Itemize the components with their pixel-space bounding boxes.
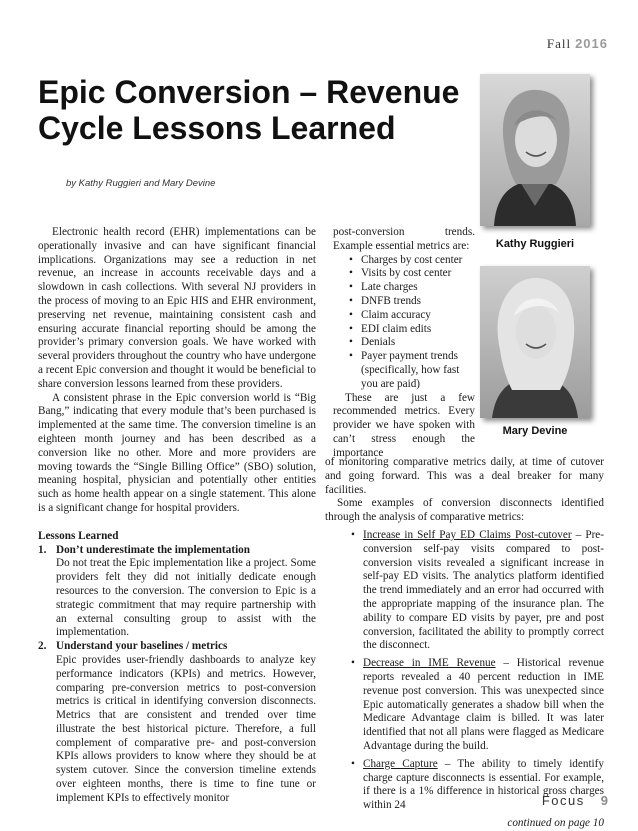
portrait-image [480,266,590,418]
metrics-list [333,254,475,392]
page-footer [542,793,608,808]
lessons-list [38,544,316,806]
publication-name: Focus [541,793,585,808]
monitoring-paragraph: of monitoring comparative metrics daily, at time of cutover and going forward. This was a deal breaker for many facilities. [325,456,604,496]
disconnect-text: – Pre-conversion self-pay visits compared to post-conversion visits revealed a significant increase in self-pay ED visits. The analytics platform identified the trend immediately and an error had occurred with the appropriate mapping of the insurance plan. The ability to compare ED visits by payer, pre and post conversion, facilitated the ability to promptly correct the disconnect. [363,528,605,652]
lesson-number: 2. [38,640,47,653]
caption-mary: Mary Devine [502,425,568,437]
list-item: • Payer payment trends (specifically, how fast you are paid) [349,350,475,391]
list-item: • Claim accuracy [349,309,475,323]
list-item: • Late charges [349,281,475,295]
list-item: • EDI claim edits [349,323,475,337]
lesson-heading: Don’t underestimate the implementation [56,543,251,556]
list-item [351,657,604,754]
list-item [351,529,604,653]
examples-intro: Some examples of conversion disconnects identified through the analysis of comparative metrics: [325,497,604,524]
author-photo-mary [480,266,590,418]
list-item: • Charges by cost center [349,254,475,268]
disconnect-term: Decrease in IME Revenue [363,657,496,670]
big-bang-paragraph: A consistent phrase in the Epic conversion world is “Big Bang,” indicating that every module that’s been purchased is implemented at the same time. The conversion timeline is an eighteen month journey and has been described as a conversion like no other. More and more providers are moving towards the “Single Billing Office” (SBO) solution, meaning hospital, physician and potentially other entities such as home health appear on a single statement. This alone is a significant change for hospital providers. [38,391,316,514]
right-column [325,456,604,831]
list-item [38,640,316,806]
list-item [38,544,316,641]
issue-date [547,36,608,52]
disconnect-term: Increase in Self Pay ED Claims Post-cutover [363,528,572,541]
metrics-after: These are just a few recommended metrics. Every provider we have spoken with can’t stress enough the importance [333,391,475,459]
article-title: Epic Conversion – Revenue Cycle Lessons Learned [38,74,460,146]
middle-column [333,226,475,461]
issue-year: 2016 [575,36,608,51]
lesson-body: Epic provides user-friendly dashboards to analyze key performance indicators (KPIs) and metrics. However, comparing pre-conversion metrics to post-conversion metrics is critical in identifying conversion disconnects. Metrics that are consistent and trended over time illustrate the best historical picture. Therefore, a full complement of comparative pre- and post-conversion KPIs allows providers to know where they should be at system cutover. Since the conversion timeline extends over eighteen months, there is time to fine tune or implement KPIs to effectively monitor [56,653,316,804]
disconnect-text: – The ability to timely identify charge capture disconnects is essential. For example, if there is a 1% difference in historical gross charges within 24 [363,757,604,812]
lesson-number: 1. [38,543,47,556]
list-item: • DNFB trends [349,295,475,309]
disconnect-text: – Historical revenue reports revealed a 40 percent reduction in IME revenue post conversion. This was unexpected since Epic automatically generates a shadow bill when the Medicare Advantage claim is billed. It was later identified that not all plans were flagged as Medicare Advantage during the build. [363,657,604,752]
lesson-heading: Understand your baselines / metrics [56,640,228,653]
list-item: • Denials [349,336,475,350]
portrait-image [480,74,590,226]
metrics-intro: post-conversion trends. Example essential metrics are: [333,226,475,252]
page-number: 9 [600,793,608,808]
continued-link[interactable]: continued on page 10 [507,816,604,829]
left-column [38,226,316,806]
lessons-heading: Lessons Learned [38,529,119,542]
list-item: • Visits by cost center [349,267,475,281]
intro-paragraph: Electronic health record (EHR) implementations can be operationally invasive and can have significant financial implications. Organizations may see a reduction in net revenue, an increase in accounts receivable days and a slowdown in cash collections. With several NJ providers in the process of moving to an Epic HIS and EHR environment, preserving net revenue, maintaining consistent cash and ensuring accurate financial reporting should be among the provider’s primary conversion goals. We have worked with several providers throughout the country who have undergone a recent Epic conversion and thought it would be beneficial to share conversion lessons learned from these providers. [38,226,316,390]
byline: by Kathy Ruggieri and Mary Devine [66,178,216,189]
disconnect-term: Charge Capture [363,757,438,770]
author-photo-kathy [480,74,590,226]
issue-season: Fall [546,36,572,51]
lesson-body: Do not treat the Epic implementation like a project. Some providers felt they did not initially dedicate enough resources to the conversion. The conversion to Epic is a strategic commitment that may require partnership with an external consulting group to assist with the implementation. [56,557,316,639]
caption-kathy: Kathy Ruggieri [495,238,575,250]
disconnects-list [325,529,604,813]
